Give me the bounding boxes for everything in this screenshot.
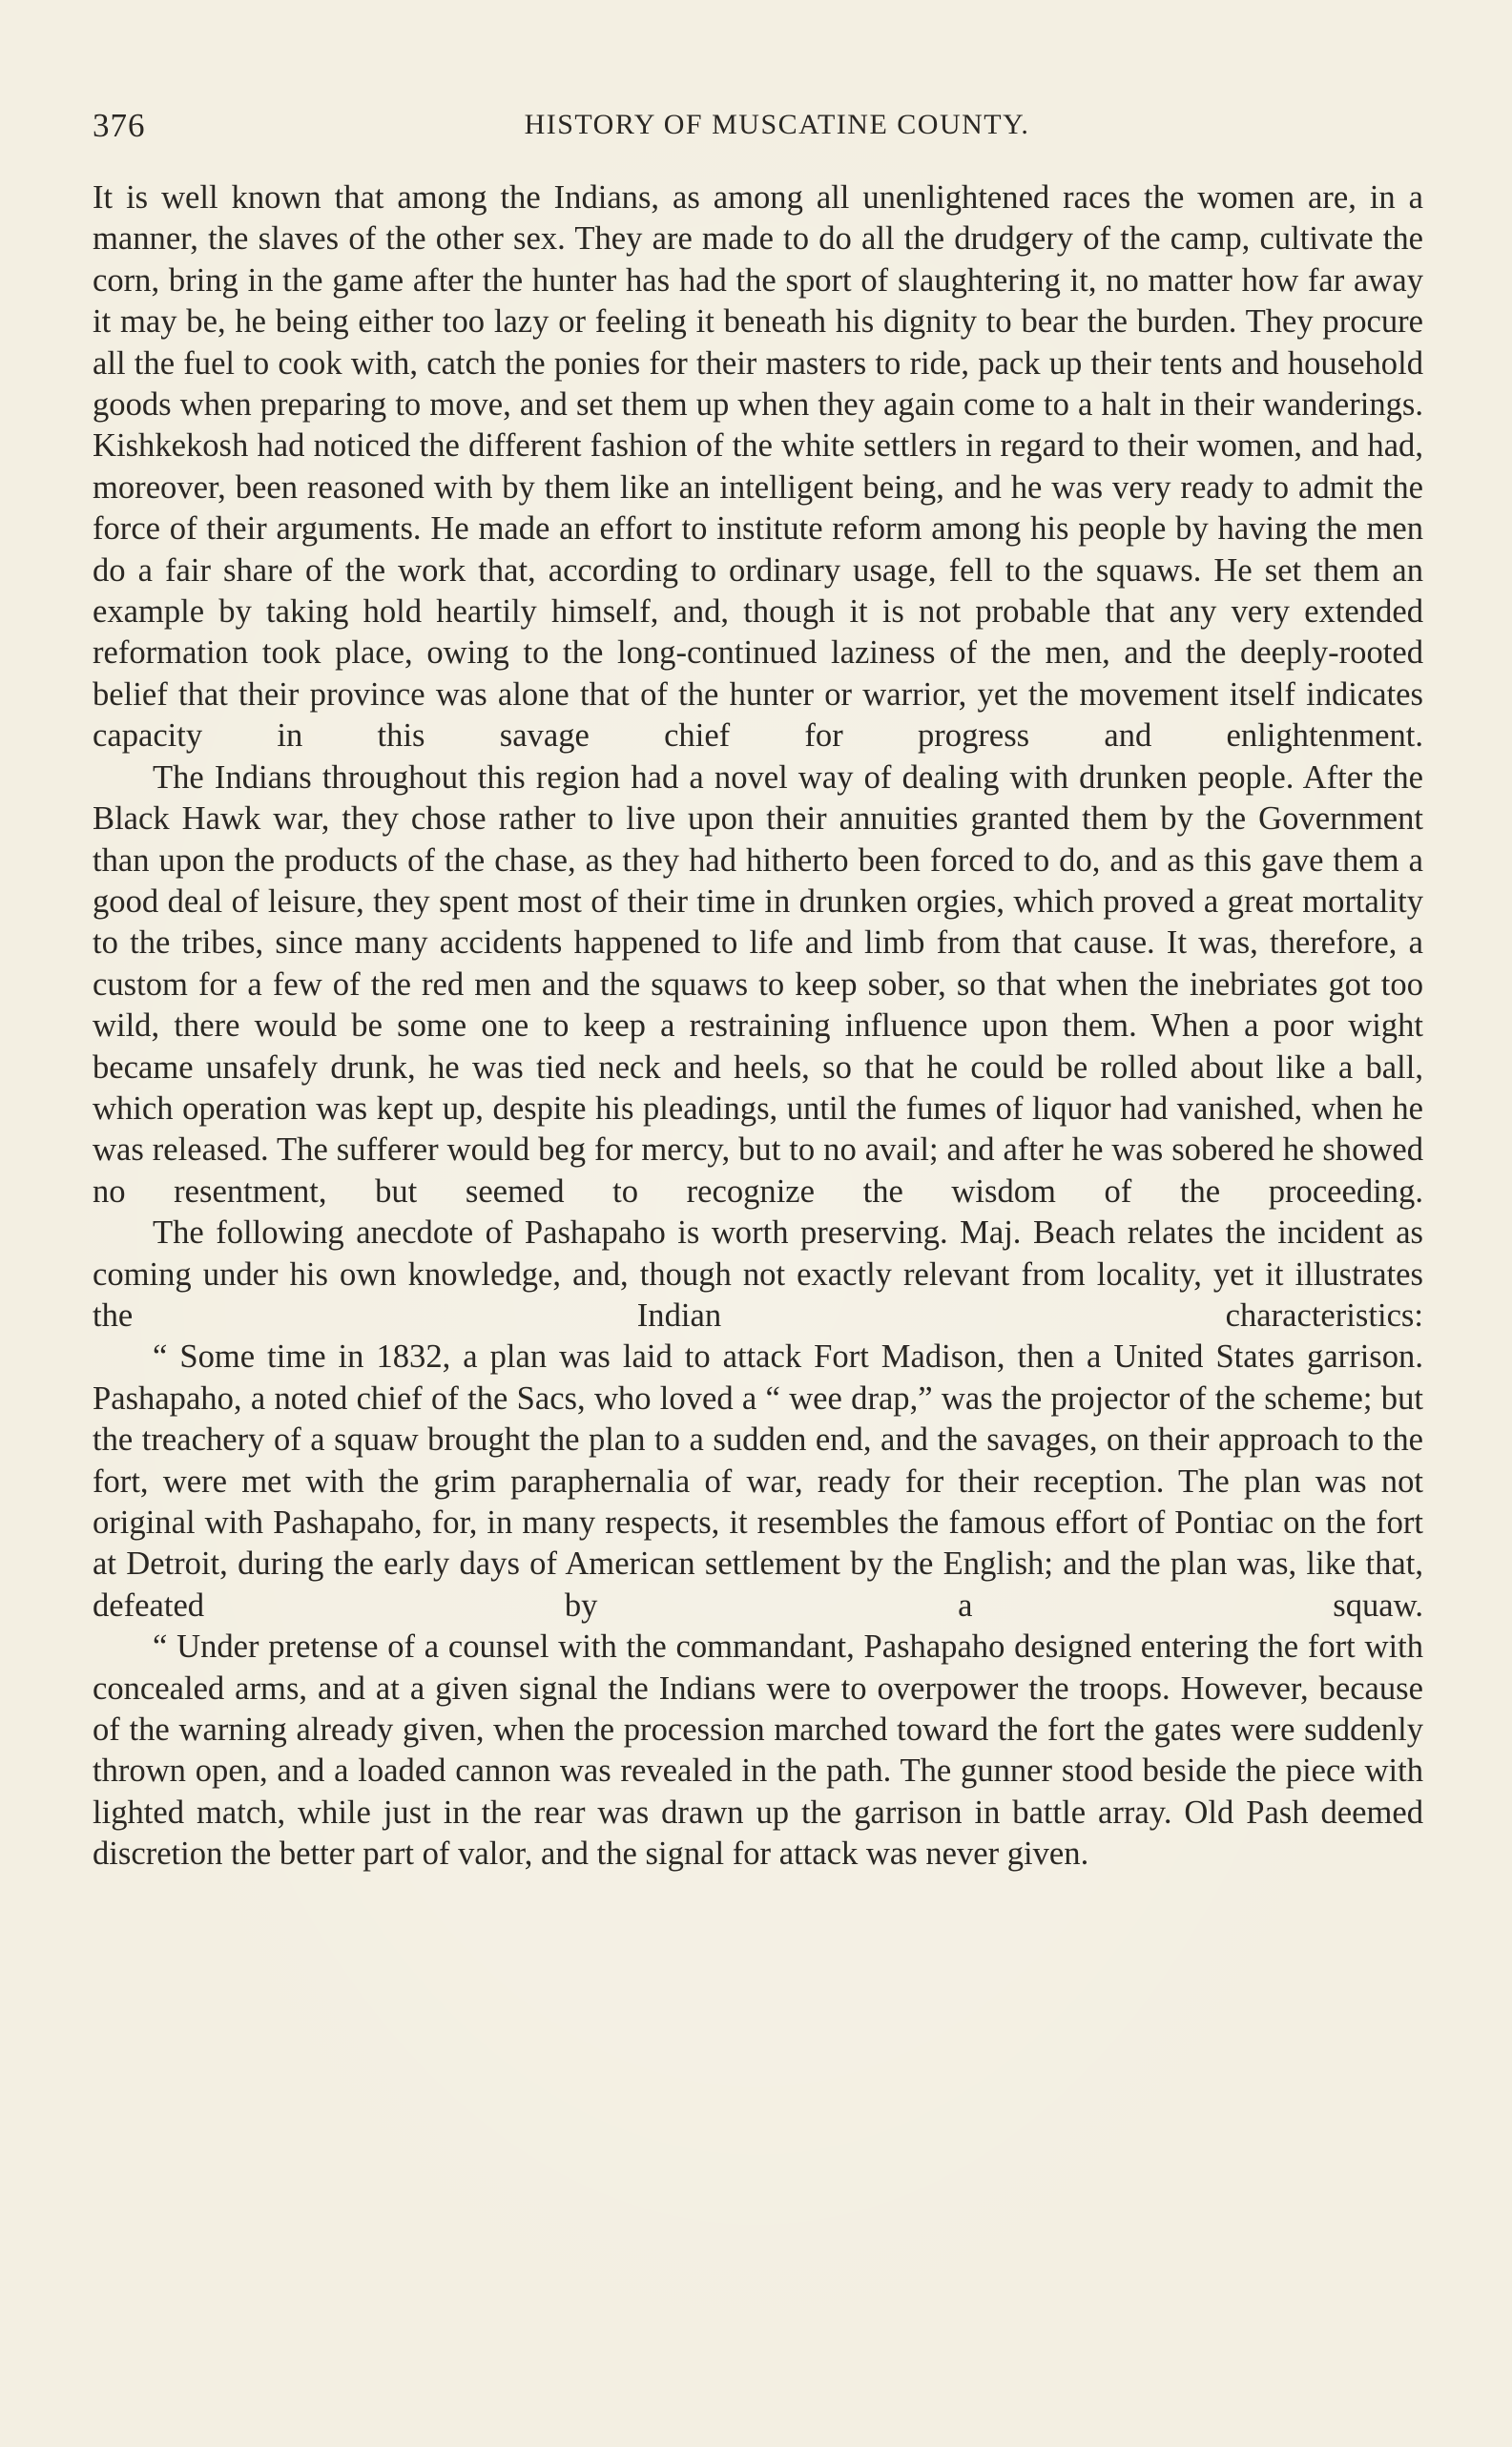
- paragraph-drunken-people: The Indians throughout this region had a novel way of dealing with drunken people. After the Black Hawk war, they chose rather to live upon their annuities granted them by the Government than upon the products of the chase, as they had hitherto been forced to do, and as this gave them a good deal of leisure, they spent most of their time in drunken orgies, which proved a great mortality to the tribes, since many accidents happened to life and limb from that cause. It was, therefore, a custom for a few of the red men and the squaws to keep sober, so that when the inebriates got too wild, there would be some one to keep a restraining influence upon them. When a poor wight became unsafely drunk, he was tied neck and heels, so that he could be rolled about like a ball, which operation was kept up, despite his pleadings, until the fumes of liquor had vanished, when he was released. The sufferer would beg for mercy, but to no avail; and after he was sobered he showed no resentment, but seemed to recognize the wisdom of the proceeding.: [93, 758, 1423, 1210]
- paragraph-kishkekosh: It is well known that among the Indians, as among all unenlightened races the women are, in a manner, the slaves of the other sex. They are made to do all the drudgery of the camp, cultivate the corn, bring in the game after the hunter has had the sport of slaughtering it, no matter how far away it may be, he being either too lazy or feeling it beneath his dignity to bear the burden. They procure all the fuel to cook with, catch the ponies for their masters to ride, pack up their tents and household goods when preparing to move, and set them up when they again come to a halt in their wanderings. Kishkekosh had noticed the different fashion of the white settlers in regard to their women, and had, moreover, been reasoned with by them like an intelligent being, and he was very ready to admit the force of their arguments. He made an effort to institute reform among his people by having the men do a fair share of the work that, according to ordinary usage, fell to the squaws. He set them an example by taking hold heartily himself, and, though it is not probable that any very extended reformation took place, owing to the long-continued laziness of the men, and the deeply-rooted belief that their province was alone that of the hunter or warrior, yet the movement itself indicates capacity in this savage chief for progress and enlightenment.: [93, 179, 1423, 755]
- paragraph-counsel-pretense: “ Under pretense of a counsel with the commandant, Pashapaho designed entering the fort with concealed arms, and at a given signal the Indians were to overpower the troops. However, because of the warning already given, when the procession marched toward the fort the gates were suddenly thrown open, and a loaded cannon was revealed in the path. The gunner stood beside the piece with lighted match, while just in the rear was drawn up the garrison in battle array. Old Pash deemed discretion the better part of valor, and the signal for attack was never given.: [93, 1628, 1423, 1873]
- body-text: [93, 177, 1423, 1876]
- paragraph-fort-madison-plan: “ Some time in 1832, a plan was laid to attack Fort Madison, then a United States garrison. Pashapaho, a noted chief of the Sacs, who loved a “ wee drap,” was the projector of the scheme; but the treachery of a squaw brought the plan to a sudden end, and the savages, on their approach to the fort, were met with the grim paraphernalia of war, ready for their reception. The plan was not original with Pashapaho, for, in many respects, it resembles the famous effort of Pontiac on the fort at Detroit, during the early days of American settlement by the English; and the plan was, like that, defeated by a squaw.: [93, 1338, 1423, 1624]
- paragraph-pashapaho-intro: The following anecdote of Pashapaho is worth preserving. Maj. Beach relates the incident as coming under his own knowledge, and, though not exactly relevant from locality, yet it illustrates the Indian characteristics:: [93, 1214, 1423, 1334]
- page-number: 376: [93, 107, 146, 144]
- running-header: [93, 107, 1423, 149]
- running-title: HISTORY OF MUSCATINE COUNTY.: [524, 109, 1030, 140]
